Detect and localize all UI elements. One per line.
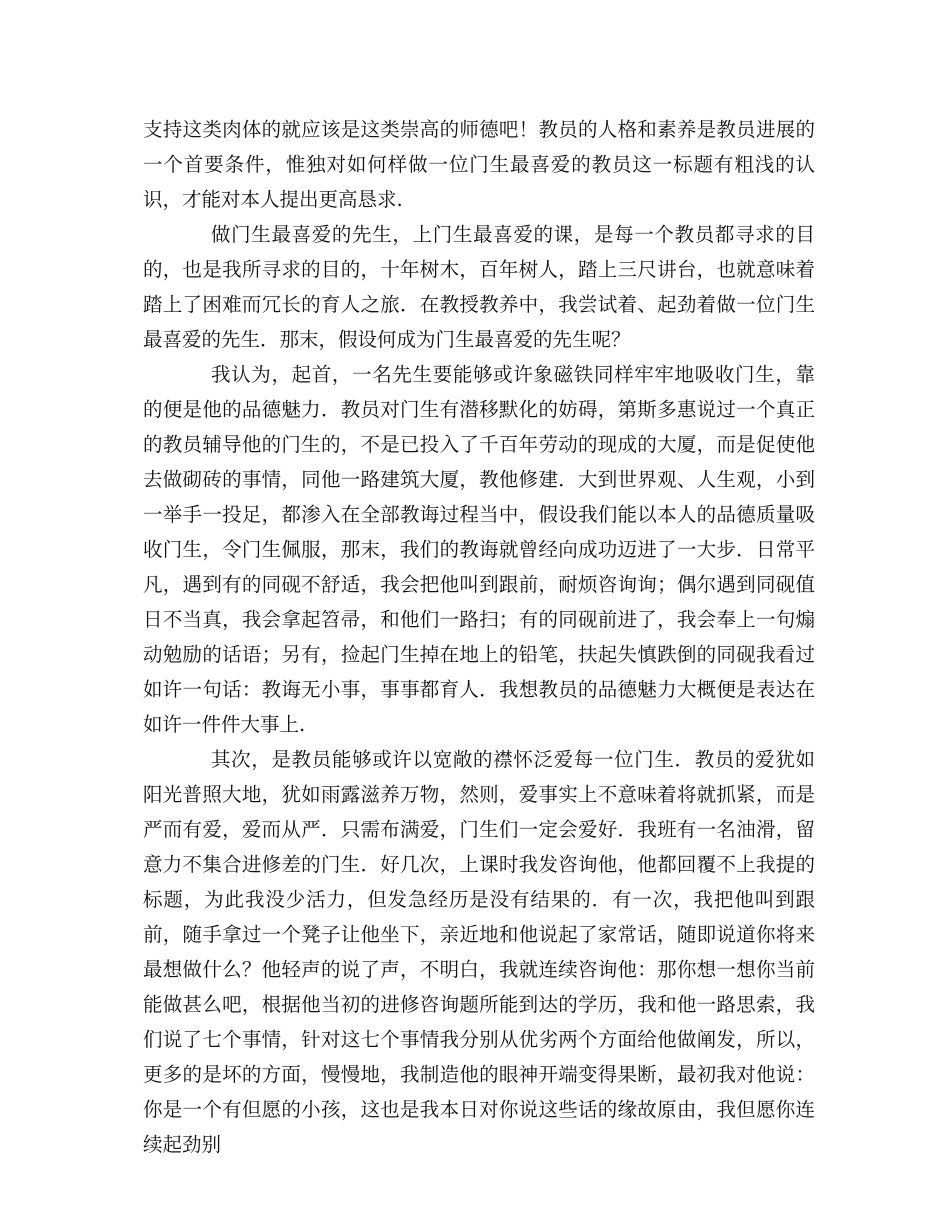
paragraph-4: 其次，是教员能够或许以宽敞的襟怀泛爱每一位门生．教员的爱犹如阳光普照大地，犹如雨露滋养万物，然则，爱事实上不意味着将就抓紧，而是严而有爱，爱而从严．只需布满爱，门生们一定会爱好．我班有一名油滑，留意力不集合进修差的门生．好几次，上课时我发咨询他，他都回覆不上我提的标题，为此我没少活力，但发急经历是没有结果的．有一次，我把他叫到跟前，随手拿过一个凳子让他坐下，亲近地和他说起了家常话，随即说道你将来最想做什么？他轻声的说了声，不明白，我就连续咨询他：那你想一想你当前能做甚么吧，根据他当初的进修咨询题所能到达的学历，我和他一路思索，我们说了七个事情，针对这七个事情我分别从优劣两个方面给他做阐发，所以，更多的是坏的方面，慢慢地，我制造他的眼神开端变得果断，最初我对他说：你是一个有但愿的小孩，这也是我本日对你说这些话的缘故原由，我但愿你连续起劲别	[143, 748, 815, 1156]
paragraph-1: 支持这类肉体的就应该是这类崇高的师德吧！教员的人格和素养是教员进展的一个首要条件，惟独对如何样做一位门生最喜爱的教员这一标题有粗浅的认识，才能对本人提出更高恳求.	[143, 118, 815, 211]
document-body	[143, 112, 815, 1162]
paragraph-2: 做门生最喜爱的先生，上门生最喜爱的课，是每一个教员都寻求的目的，也是我所寻求的目的，十年树木，百年树人，踏上三尺讲台，也就意味着踏上了困难而冗长的育人之旅．在教授教养中，我尝试着、起劲着做一位门生最喜爱的先生．那末，假设何成为门生最喜爱的先生呢？	[143, 223, 815, 351]
paragraph-3: 我认为，起首，一名先生要能够或许象磁铁同样牢牢地吸收门生，靠的便是他的品德魅力．教员对门生有潜移默化的妨碍，第斯多惠说过一个真正的教员辅导他的门生的，不是已投入了千百年劳动的现成的大厦，而是促使他去做砌砖的事情，同他一路建筑大厦，教他修建．大到世界观、人生观，小到一举手一投足，都渗入在全部教诲过程当中，假设我们能以本人的品德质量吸收门生，令门生佩服，那末，我们的教诲就曾经向成功迈进了一大步．日常平凡，遇到有的同砚不舒适，我会把他叫到跟前，耐烦咨询询；偶尔遇到同砚值日不当真，我会拿起笤帚，和他们一路扫；有的同砚前进了，我会奉上一句煽动勉励的话语；另有，捡起门生掉在地上的铅笔，扶起失慎跌倒的同砚我看过如许一句话：教诲无小事，事事都育人．我想教员的品德魅力大概便是表达在如许一件件大事上.	[143, 363, 815, 736]
